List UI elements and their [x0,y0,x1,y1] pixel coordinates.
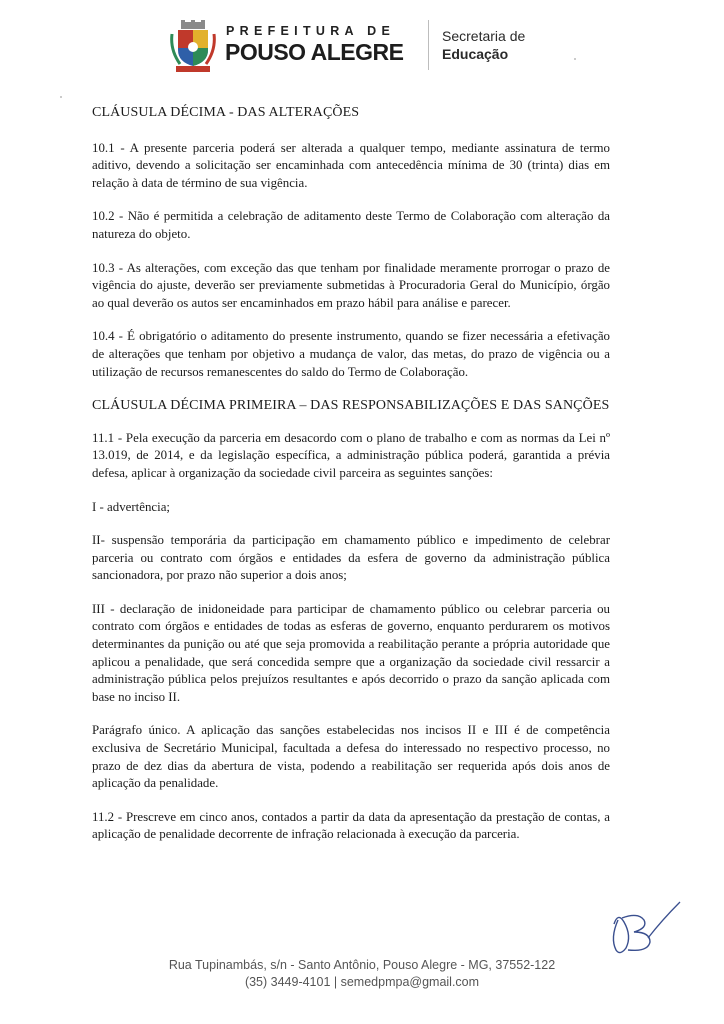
brand-top-text: PREFEITURA DE [226,24,396,38]
scan-speck [60,96,62,98]
handwritten-signature [604,898,684,960]
secretaria-label: Secretaria de [442,28,526,44]
footer-contact: (35) 3449-4101 | semedpmpa@gmail.com [244,975,480,989]
secretaria-department: Educação [442,46,509,62]
item-ii: II- suspensão temporária da participação em chamamento público e impedimento de celebrar parceria ou contrato com órgãos e entidades da esfera de governo da administração pública sancionadora, por prazo não superior a dois anos; [92,533,610,583]
paragraph-10-4: 10.4 - É obrigatório o aditamento do presente instrumento, quando se fizer necessária a efetivação de alterações que tenham por objetivo a mudança de valor, das metas, do prazo de vigência ou a utilização de recursos remanescentes do saldo do Termo de Colaboração. [92,329,610,379]
paragraph-11-2: 11.2 - Prescreve em cinco anos, contados a partir da data da apresentação da prestação de contas, a aplicação de penalidade decorrente de infração relacionada à execução da parceria. [92,809,610,842]
scan-speck [574,58,576,60]
clause-10-title: CLÁUSULA DÉCIMA - DAS ALTERAÇÕES [92,105,360,120]
municipal-crest-icon [170,20,216,74]
item-iii: III - declaração de inidoneidade para participar de chamamento público ou celebrar parceria ou contrato com órgãos e entidades de todas as esferas de governo, enquanto perdurarem os motivos determinantes da punição ou até que seja promovida a reabilitação perante a própria autoridade que aplicou a penalidade, que será concedida sempre que a organização da sociedade civil ressarcir a administração pública pelos prejuízos resultantes e após decorrido o prazo da sanção aplicada com base no inciso II. [92,601,610,704]
paragraph-11-1: 11.1 - Pela execução da parceria em desacordo com o plano de trabalho e com as normas da Lei nº 13.019, de 2014, e da legislação específica, a administração pública poderá, garantida a prévia defesa, aplicar à organização da sociedade civil parceira as seguintes sanções: [92,430,610,480]
footer-address: Rua Tupinambás, s/n - Santo Antônio, Pouso Alegre - MG, 37552-122 [168,958,556,972]
paragrafo-unico: Parágrafo único. A aplicação das sanções estabelecidas nos incisos II e III é de competência exclusiva de Secretário Municipal, facultada a defesa do interessado no respectivo processo, no prazo de dez dias da abertura de vista, podendo a reabilitação ser requerida após dois anos de aplicação da penalidade. [92,723,610,791]
brand-main-text: POUSO ALEGRE [225,39,404,65]
paragraph-10-3: 10.3 - As alterações, com exceção das que tenham por finalidade meramente prorrogar o prazo de vigência do ajuste, deverão ser previamente submetidas à Procuradoria Geral do Município, órgão ao qual deverão os autos ser encaminhados em prazo hábil para análise e parecer. [92,260,610,310]
document-body [92,104,610,860]
header-divider [428,20,429,70]
clause-11-title: CLÁUSULA DÉCIMA PRIMEIRA – DAS RESPONSABILIZAÇÕES E DAS SANÇÕES [92,398,610,414]
item-i: I - advertência; [92,499,171,514]
paragraph-10-1: 10.1 - A presente parceria poderá ser alterada a qualquer tempo, mediante assinatura de termo aditivo, devendo a solicitação ser encaminhada com antecedência mínima de 30 (trinta) dias em relação à data de término de sua vigência. [92,140,610,190]
paragraph-10-2: 10.2 - Não é permitida a celebração de aditamento deste Termo de Colaboração com alteração da natureza do objeto. [92,209,610,241]
letterhead [170,16,570,76]
